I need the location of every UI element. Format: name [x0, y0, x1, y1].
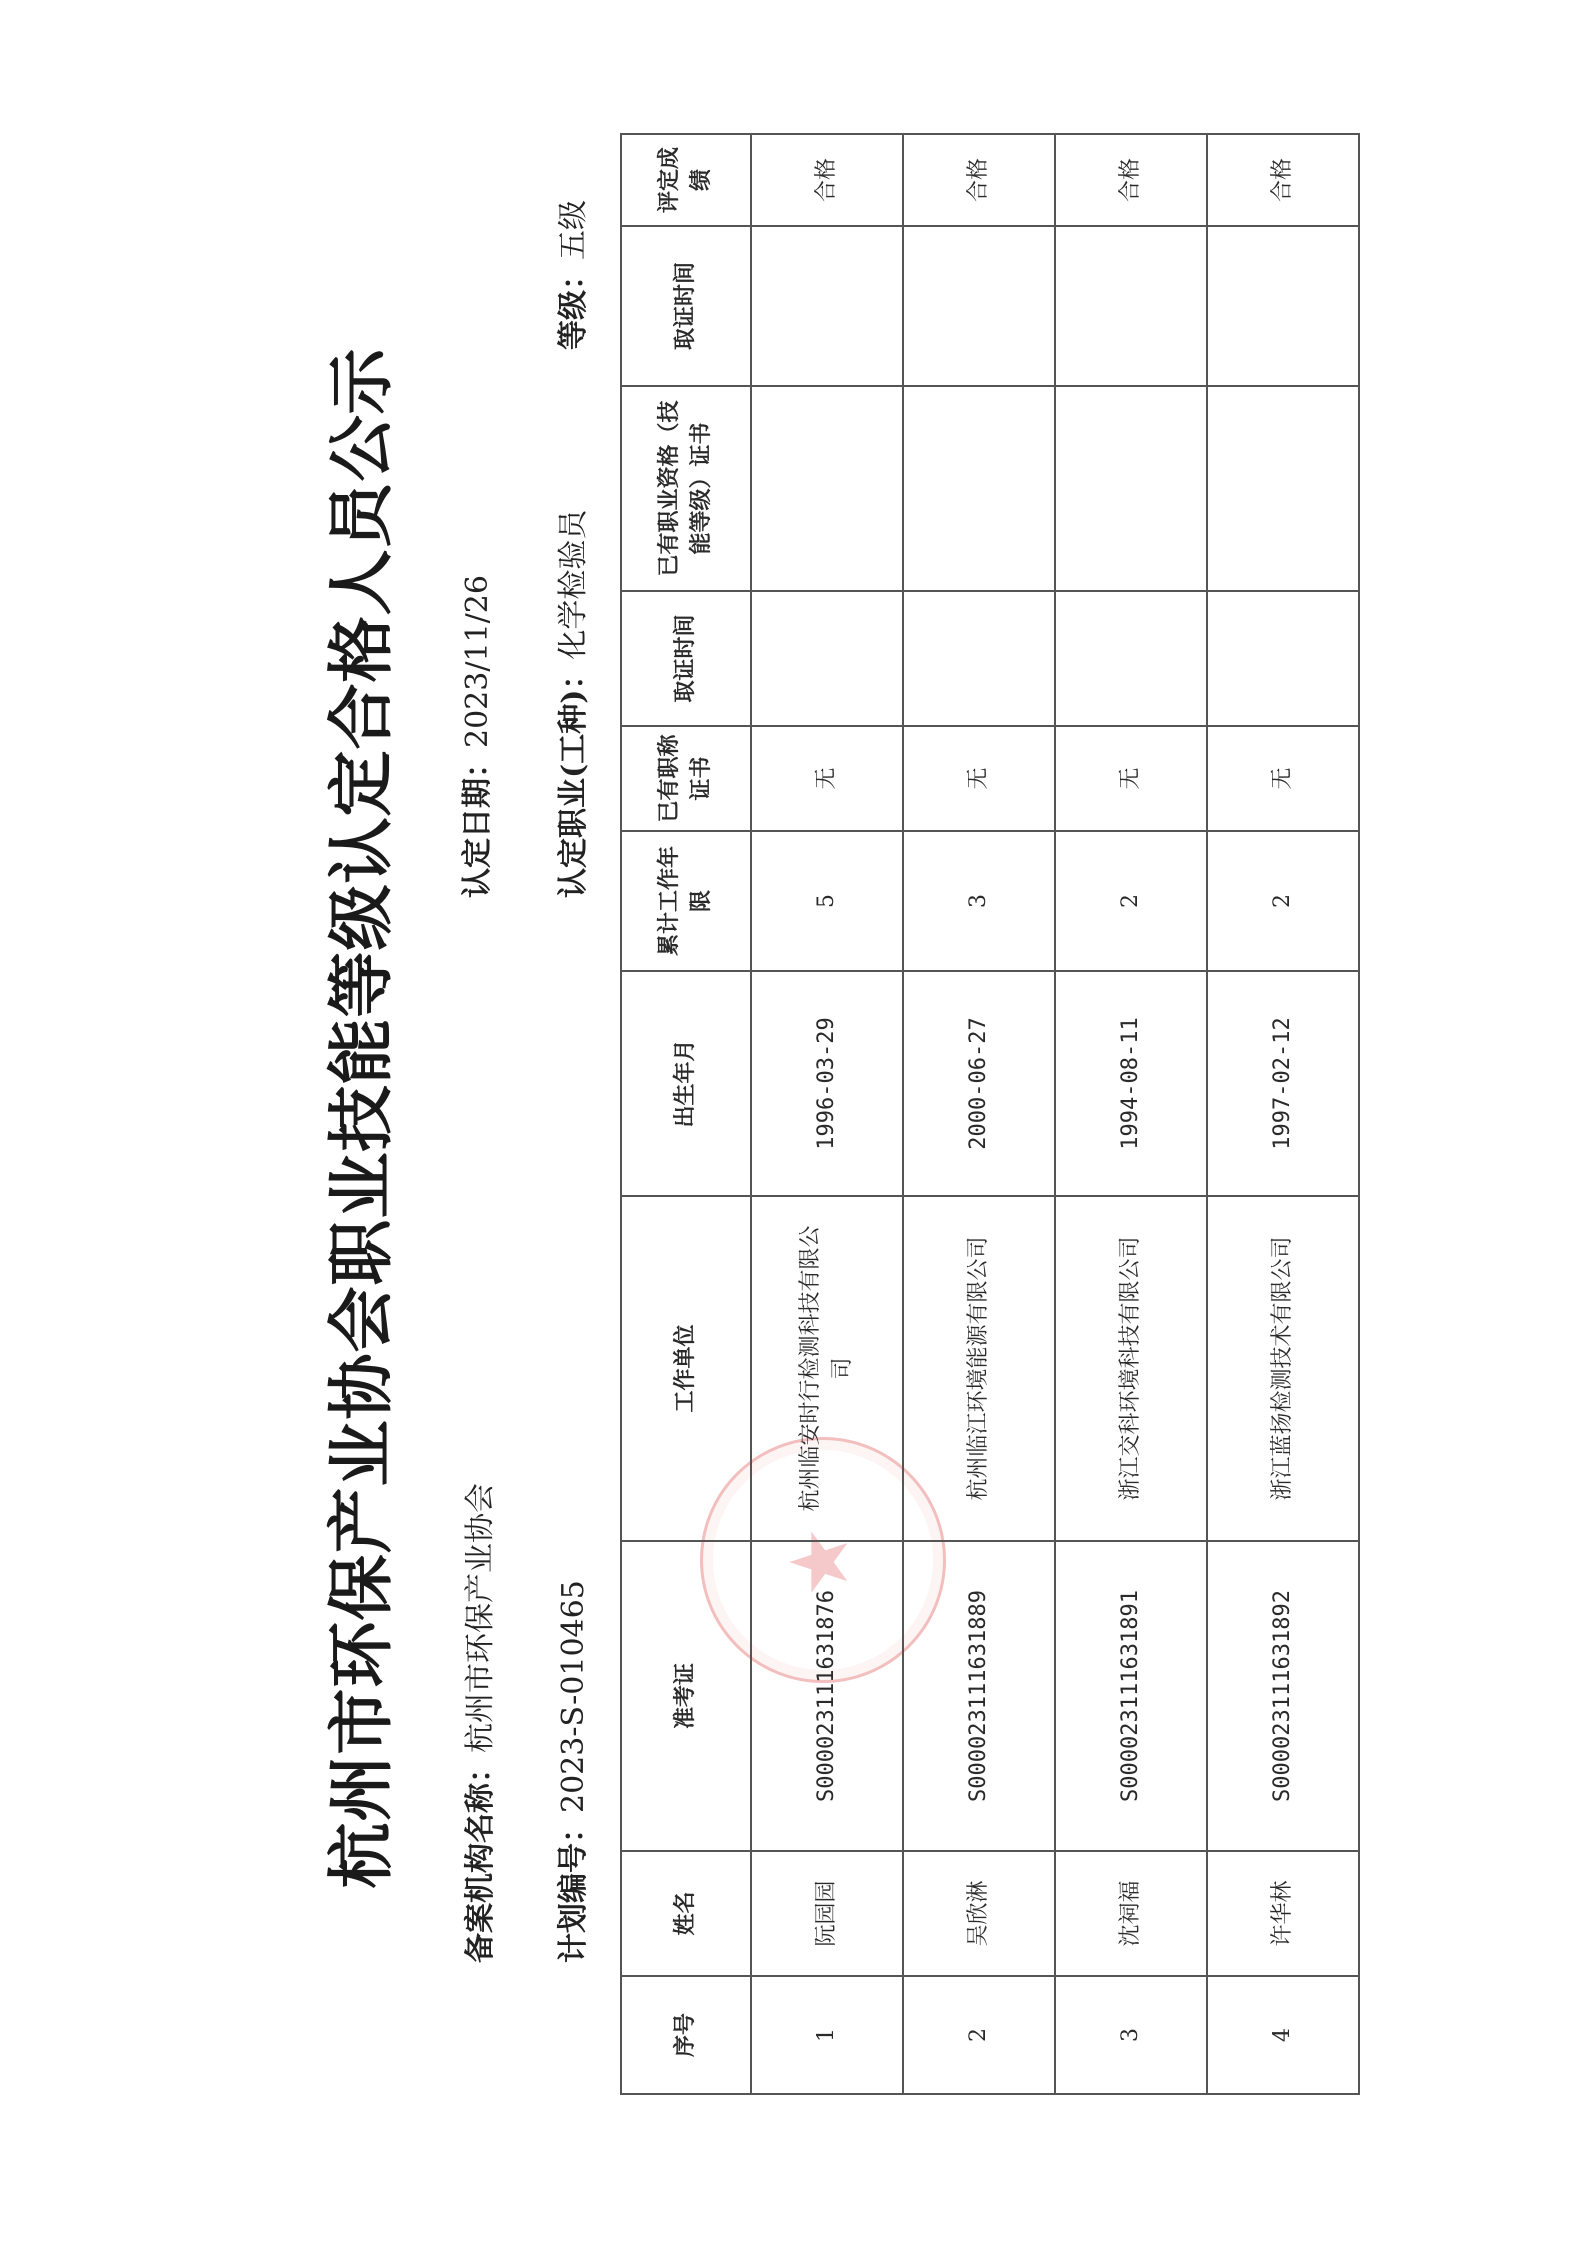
cell-birth: 1997-02-12: [1207, 971, 1359, 1196]
cell-years: 2: [1055, 831, 1207, 971]
plan-number-value: 2023-S-010465: [556, 1580, 591, 1813]
header-exam-id: 准考证: [621, 1541, 751, 1851]
cell-seq: 1: [751, 1976, 903, 2094]
cell-title-cert-date: [1207, 591, 1359, 726]
table-header-row: [621, 134, 751, 2094]
cell-exam-id: S000023111631892: [1207, 1541, 1359, 1851]
cell-exam-id: S000023111631876: [751, 1541, 903, 1851]
cell-name: 吴欣淋: [903, 1851, 1055, 1976]
cell-seq: 2: [903, 1976, 1055, 2094]
cell-name: 许华林: [1207, 1851, 1359, 1976]
header-years: 累计工作年限: [621, 831, 751, 971]
occupation-value: 化学检验员: [556, 509, 591, 660]
skill-level-label: 等级：: [556, 260, 591, 350]
plan-number: [548, 1580, 592, 1963]
cell-employer: 杭州临安时行检测科技有限公司: [751, 1196, 903, 1541]
cell-skill-cert: [903, 386, 1055, 591]
assessment-date-value: 2023/11/26: [460, 575, 495, 748]
assessment-date: [452, 575, 496, 898]
cell-seq: 3: [1055, 1976, 1207, 2094]
cell-birth: 1994-08-11: [1055, 971, 1207, 1196]
cell-title-cert: 无: [751, 726, 903, 831]
cell-result: 合格: [1055, 134, 1207, 226]
cell-skill-cert: [1207, 386, 1359, 591]
cell-title-cert-date: [1055, 591, 1207, 726]
cell-exam-id: S000023111631889: [903, 1541, 1055, 1851]
skill-level: [548, 200, 592, 350]
cell-skill-cert-date: [1207, 226, 1359, 386]
cell-title-cert: 无: [903, 726, 1055, 831]
cell-years: 5: [751, 831, 903, 971]
cell-birth: 2000-06-27: [903, 971, 1055, 1196]
cell-exam-id: S000023111631891: [1055, 1541, 1207, 1851]
cell-title-cert-date: [903, 591, 1055, 726]
cell-title-cert-date: [751, 591, 903, 726]
header-employer: 工作单位: [621, 1196, 751, 1541]
skill-level-value: 五级: [556, 200, 591, 260]
header-skill-cert-date: 取证时间: [621, 226, 751, 386]
cell-skill-cert: [1055, 386, 1207, 591]
cell-skill-cert: [751, 386, 903, 591]
occupation: [548, 510, 592, 898]
table-row: [1207, 134, 1359, 2094]
plan-number-label: 计划编号：: [556, 1813, 591, 1963]
header-title-cert: 已有职称证书: [621, 726, 751, 831]
cell-employer: 浙江蓝扬检测技术有限公司: [1207, 1196, 1359, 1541]
cell-employer: 杭州临江环境能源有限公司: [903, 1196, 1055, 1541]
seal-star-icon: ★: [773, 1526, 866, 1598]
table-row: [903, 134, 1055, 2094]
header-result: 评定成绩: [621, 134, 751, 226]
assessment-date-label: 认定日期：: [460, 748, 495, 898]
cell-skill-cert-date: [1055, 226, 1207, 386]
cell-years: 2: [1207, 831, 1359, 971]
header-birth: 出生年月: [621, 971, 751, 1196]
cell-result: 合格: [751, 134, 903, 226]
cell-title-cert: 无: [1207, 726, 1359, 831]
table-row: [1055, 134, 1207, 2094]
header-skill-cert: 已有职业资格（技能等级）证书: [621, 386, 751, 591]
cell-title-cert: 无: [1055, 726, 1207, 831]
cell-name: 沈祠福: [1055, 1851, 1207, 1976]
header-name: 姓名: [621, 1851, 751, 1976]
table-row: [751, 134, 903, 2094]
header-title-cert-date: 取证时间: [621, 591, 751, 726]
cell-seq: 4: [1207, 1976, 1359, 2094]
cell-birth: 1996-03-29: [751, 971, 903, 1196]
filing-organization-value: 杭州市环保产业协会: [463, 1483, 498, 1753]
cell-employer: 浙江交科环境科技有限公司: [1055, 1196, 1207, 1541]
cell-name: 阮园园: [751, 1851, 903, 1976]
cell-skill-cert-date: [903, 226, 1055, 386]
filing-organization: [455, 1483, 499, 1963]
qualified-personnel-table: [620, 133, 1360, 2095]
cell-years: 3: [903, 831, 1055, 971]
cell-result: 合格: [903, 134, 1055, 226]
filing-organization-label: 备案机构名称：: [463, 1753, 498, 1963]
cell-skill-cert-date: [751, 226, 903, 386]
header-seq: 序号: [621, 1976, 751, 2094]
document-title: 杭州市环保产业协会职业技能等级认定合格人员公示: [322, 347, 400, 1889]
occupation-label: 认定职业(工种)：: [556, 659, 591, 898]
cell-result: 合格: [1207, 134, 1359, 226]
